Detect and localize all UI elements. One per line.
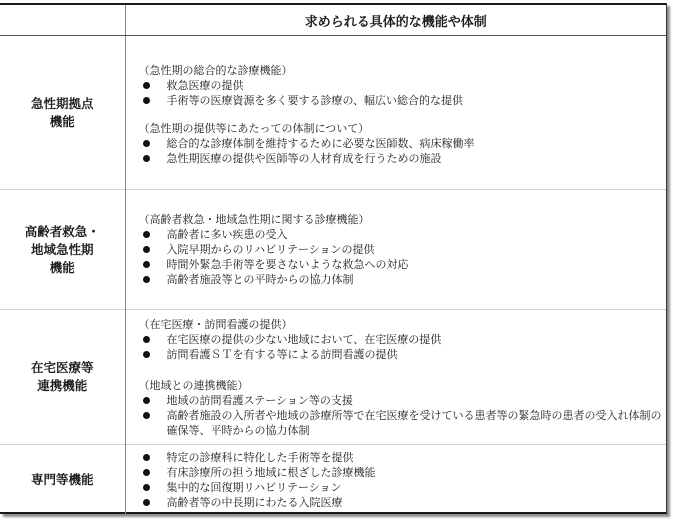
header-cell-requirements: 求められる具体的な機能や体制 [125, 5, 666, 36]
row-label-elderly-emergency [0, 190, 125, 310]
table-row [0, 36, 666, 190]
bullet-list [139, 393, 667, 438]
item-text: 時間外緊急手術等を要さないような救急への対応 [166, 258, 409, 271]
label-line: 機能 [49, 259, 75, 275]
label-line: 在宅医療等 [30, 360, 94, 375]
item-text: 手術等の医療資源を多く要する診療の、幅広い総合的な提供 [166, 94, 464, 107]
label-line: 急性期拠点 [30, 95, 94, 111]
item-text: 高齢者等の中長期にわたる入院医療 [166, 495, 343, 509]
header-row [0, 5, 666, 36]
item-text: 救急医療の提供 [166, 79, 244, 92]
row-content [125, 190, 666, 310]
functions-table [0, 3, 667, 514]
list-item [139, 93, 667, 108]
label-line: 連携機能 [37, 378, 88, 393]
item-text: 訪問看護ＳＴを有する等による訪問看護の提供 [166, 347, 398, 361]
item-text: 在宅医療の提供の少ない地域において、在宅医療の提供 [166, 332, 442, 346]
table-row [0, 445, 666, 515]
functions-table-grid [0, 5, 666, 515]
list-item [139, 272, 667, 287]
list-item [139, 136, 667, 151]
content-group [139, 121, 667, 166]
list-item [139, 408, 667, 438]
label-line: 高齢者救急・ [24, 223, 100, 239]
list-item [139, 332, 667, 347]
list-item [139, 227, 667, 242]
content-group [139, 317, 667, 362]
header-cell-function [0, 5, 125, 36]
content-group [139, 450, 667, 510]
label-line: 地域急性期 [30, 241, 94, 257]
content-group [139, 63, 667, 108]
item-text: 集中的な回復期リハビリテーション [166, 480, 342, 494]
bullet-list [139, 227, 667, 287]
item-text: 急性期医療の提供や医師等の人材育成を行うための施設 [166, 152, 442, 165]
list-item [139, 393, 667, 408]
item-text: 高齢者施設の入所者や地域の診療所等で在宅医療を受けている患者等の緊急時の患者の受入れ体制の確保等、平時からの協力体制 [166, 408, 662, 437]
row-label-acute-hub [0, 36, 125, 190]
list-item [139, 257, 667, 272]
item-text: 入院早期からのリハビリテーションの提供 [166, 243, 375, 256]
list-item [139, 450, 667, 465]
group-title: （在宅医療・訪問看護の提供） [138, 317, 293, 331]
table-row [0, 310, 666, 445]
list-item [139, 480, 667, 495]
group-title: （急性期の総合的な診療機能） [138, 64, 293, 77]
label-line: 専門等機能 [30, 471, 94, 487]
list-item [139, 242, 667, 257]
item-text: 総合的な診療体制を維持するために必要な医師数、病床稼働率 [166, 137, 475, 150]
content-group [139, 212, 667, 287]
bullet-list [139, 450, 667, 510]
row-content [125, 36, 666, 190]
list-item [139, 495, 667, 510]
table-row [0, 190, 666, 310]
item-text: 特定の診療科に特化した手術等を提供 [166, 450, 354, 464]
list-item [139, 78, 667, 93]
row-content [125, 445, 666, 515]
row-content [125, 310, 666, 445]
bullet-list [139, 136, 667, 166]
list-item [139, 347, 667, 362]
group-title: （地域との連携機能） [138, 378, 249, 392]
bullet-list [139, 332, 667, 362]
group-title: （高齢者救急・地域急性期に関する診療機能） [138, 213, 370, 226]
label-line: 機能 [49, 113, 75, 129]
list-item [139, 465, 667, 480]
item-text: 有床診療所の担う地域に根ざした診療機能 [166, 465, 376, 479]
row-label-home-care [0, 310, 125, 445]
bullet-list [139, 78, 667, 108]
item-text: 地域の訪問看護ステーション等の支援 [166, 393, 353, 407]
row-label-specialized [0, 445, 125, 515]
group-title: （急性期の提供等にあたっての体制について） [138, 122, 370, 135]
list-item [139, 151, 667, 166]
item-text: 高齢者施設等との平時からの協力体制 [166, 273, 354, 286]
content-group [139, 378, 667, 438]
item-text: 高齢者に多い疾患の受入 [166, 228, 288, 241]
